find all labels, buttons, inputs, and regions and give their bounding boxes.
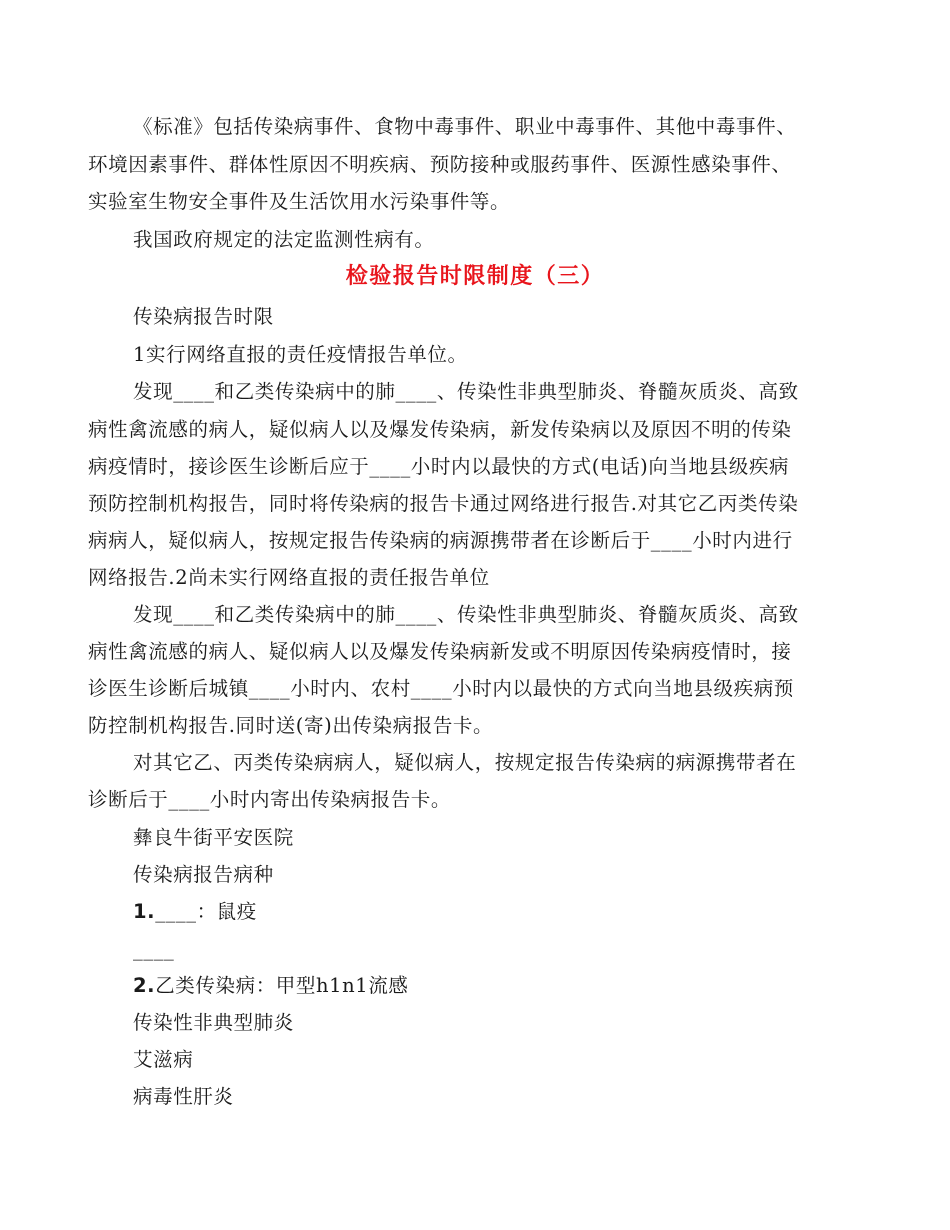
- blank-line: ____: [133, 938, 175, 961]
- list-item-1: [133, 902, 257, 922]
- sub-item-1: 传染性非典型肺炎: [133, 1011, 294, 1034]
- para1-line-4: 预防控制机构报告，同时将传染病的报告卡通过网络进行报告.对其它乙丙类传染: [88, 492, 799, 515]
- document-title: 检验报告时限制度（三）: [345, 264, 605, 289]
- para2-line-1: 发现____和乙类传染病中的肺____、传染性非典型肺炎、脊髓灰质炎、高致: [133, 603, 799, 626]
- para2-line-2: 病性禽流感的病人、疑似病人以及爆发传染病新发或不明原因传染病疫情时，接: [88, 640, 792, 663]
- intro-line-4: 我国政府规定的法定监测性病有。: [133, 228, 435, 251]
- hospital-name: 彝良牛街平安医院: [133, 826, 294, 849]
- list-item-2-number: 2.: [133, 974, 156, 997]
- para1-line-3: 病疫情时，接诊医生诊断后应于____小时内以最快的方式(电话)向当地县级疾病: [88, 455, 790, 478]
- section-heading: 传染病报告时限: [133, 305, 274, 328]
- para2-line-4: 防控制机构报告.同时送(寄)出传染病报告卡。: [88, 714, 494, 737]
- intro-line-3: 实验室生物安全事件及生活饮用水污染事件等。: [88, 190, 511, 213]
- list-item-2: [133, 976, 409, 996]
- para2-line-3: 诊医生诊断后城镇____小时内、农村____小时内以最快的方式向当地县级疾病预: [88, 677, 794, 700]
- sub-item-3: 病毒性肝炎: [133, 1085, 234, 1108]
- intro-line-1: 《标准》包括传染病事件、食物中毒事件、职业中毒事件、其他中毒事件、: [133, 115, 797, 138]
- list-item-1-number: 1.: [133, 900, 156, 923]
- para3-line-1: 对其它乙、丙类传染病病人，疑似病人，按规定报告传染病的病源携带者在: [133, 751, 797, 774]
- para3-line-2: 诊断后于____小时内寄出传染病报告卡。: [88, 788, 452, 811]
- list-item-1-text: ____：鼠疫: [155, 900, 257, 923]
- disease-heading: 传染病报告病种: [133, 863, 274, 886]
- para1-line-5: 病病人，疑似病人，按规定报告传染病的病源携带者在诊断后于____小时内进行: [88, 529, 793, 552]
- list-item-2-text: 乙类传染病：甲型h1n1流感: [155, 974, 409, 997]
- item1-heading: 1实行网络直报的责任疫情报告单位。: [133, 343, 468, 366]
- para1-line-1: 发现____和乙类传染病中的肺____、传染性非典型肺炎、脊髓灰质炎、高致: [133, 380, 799, 403]
- para1-line-2: 病性禽流感的病人，疑似病人以及爆发传染病，新发传染病以及原因不明的传染: [88, 418, 792, 441]
- sub-item-2: 艾滋病: [133, 1048, 194, 1071]
- intro-line-2: 环境因素事件、群体性原因不明疾病、预防接种或服药事件、医源性感染事件、: [88, 153, 792, 176]
- para1-line-6: 网络报告.2尚未实行网络直报的责任报告单位: [88, 566, 490, 589]
